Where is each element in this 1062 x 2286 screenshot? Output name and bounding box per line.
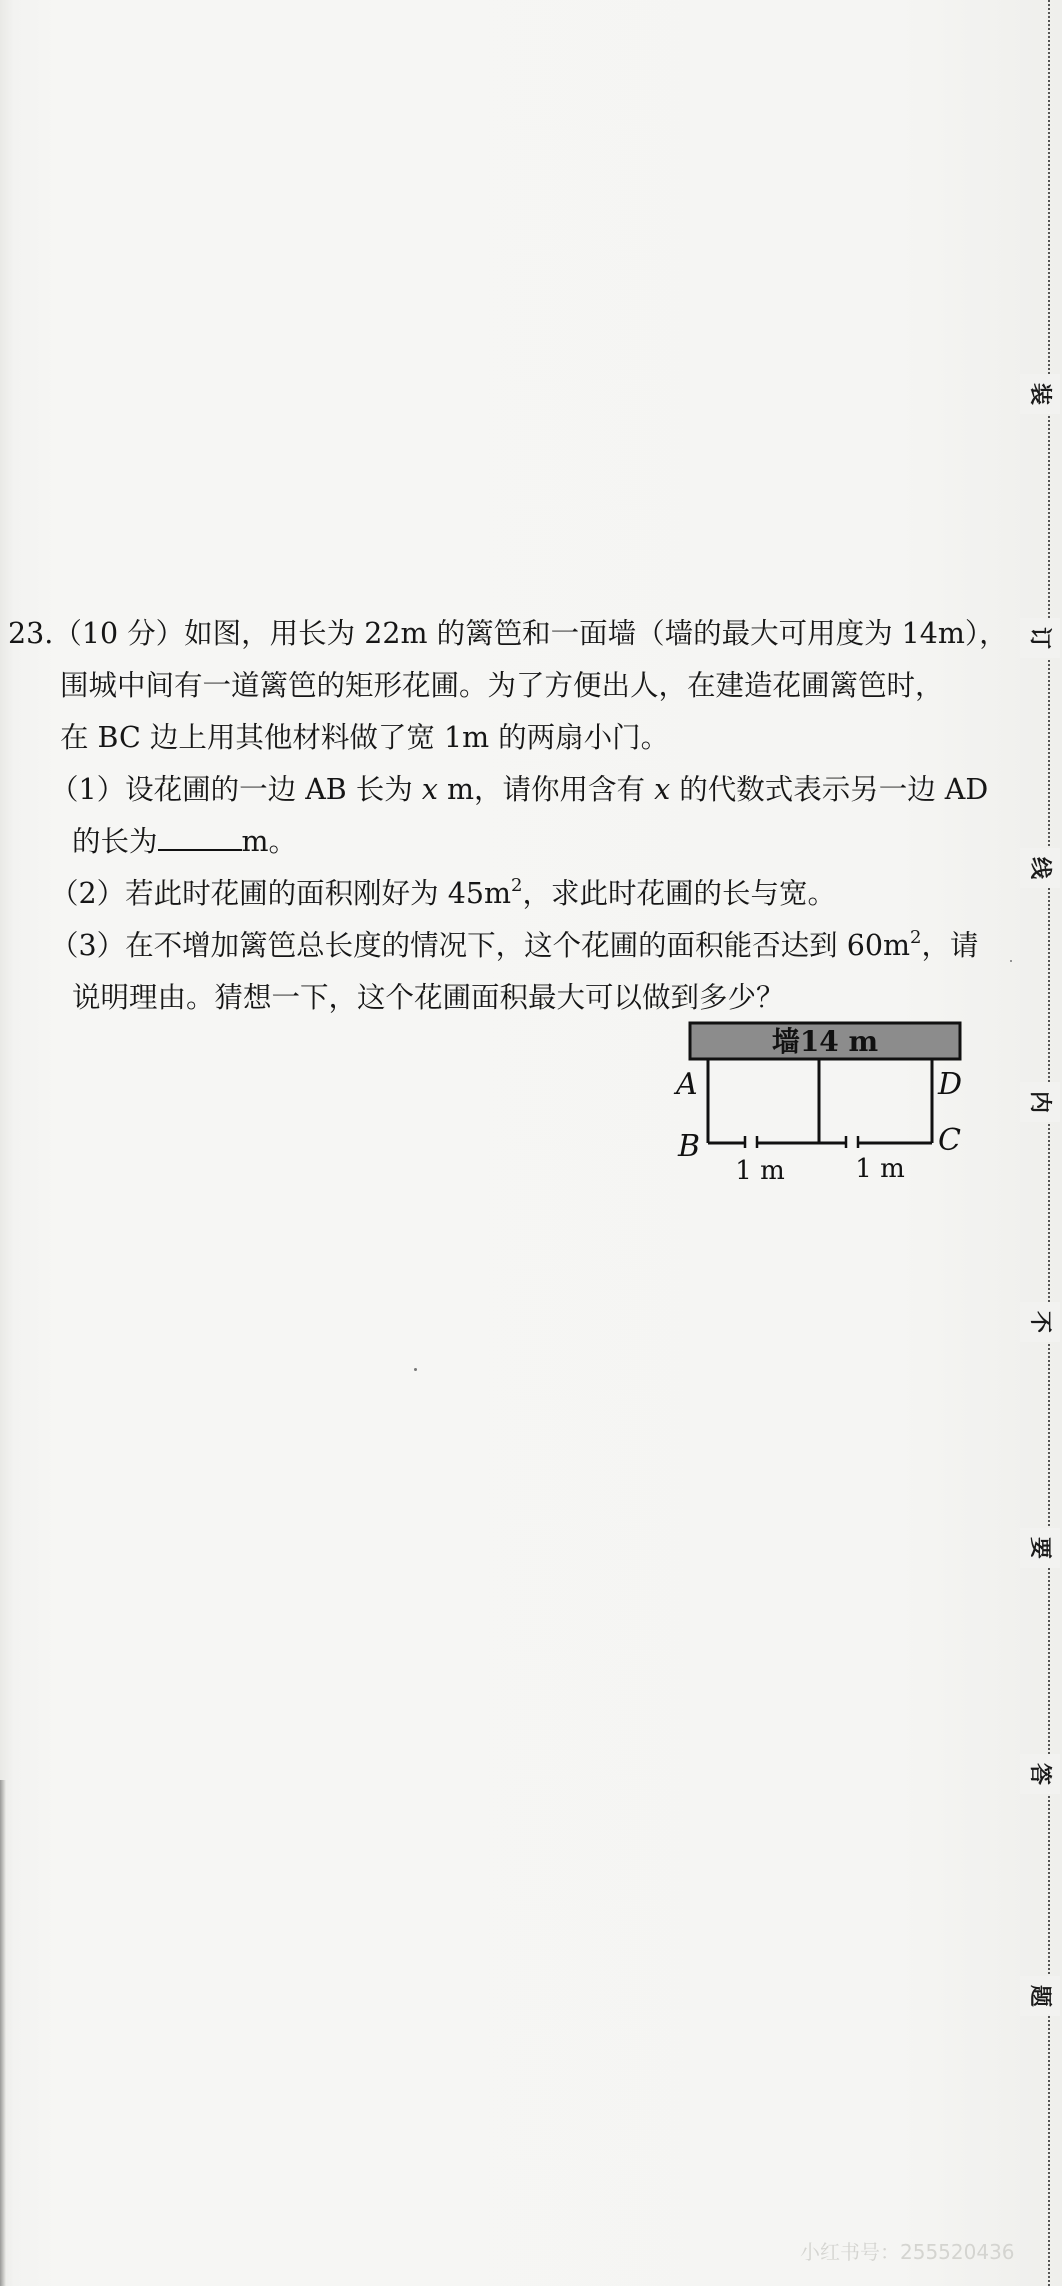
question-1-label: （1） [50, 773, 126, 806]
question-1-line-1 [8, 764, 1008, 816]
page-edge-shadow [0, 1780, 6, 2286]
superscript-2: 2 [910, 927, 922, 948]
question-3-text-b: ，请 [921, 929, 979, 962]
binding-char: 内 [1020, 1082, 1060, 1122]
question-2-text-b: ，求此时花圃的长与宽。 [522, 877, 836, 910]
binding-char: 装 [1020, 374, 1060, 414]
question-2-label: （2） [50, 877, 126, 910]
question-1-text-c: 的代数式表示另一边 AD [670, 773, 989, 806]
problem-intro-line-3: 在 BC 边上用其他材料做了宽 1m 的两扇小门。 [60, 721, 670, 754]
problem-score: （10 分） [53, 617, 185, 650]
point-a-label: A [676, 1067, 698, 1102]
binding-char: 线 [1020, 848, 1060, 888]
wall-label: 墙14 m [771, 1025, 879, 1058]
question-1-text-a: 设花圃的一边 AB 长为 [125, 773, 422, 806]
binding-char: 要 [1020, 1528, 1060, 1568]
point-c-label: C [938, 1123, 961, 1158]
question-3-text-a: 在不增加篱笆总长度的情况下，这个花圃的面积能否达到 60m [125, 929, 910, 962]
gate-left-label: 1 m [735, 1156, 785, 1186]
watermark: 小红书号：255520436 [800, 2240, 1015, 2264]
question-1-answer-suffix: m。 [241, 825, 298, 858]
answer-blank[interactable] [158, 825, 242, 851]
question-1-text-b: m，请你用含有 [437, 773, 655, 806]
paper-speck [1010, 960, 1012, 962]
garden-diagram-svg [672, 1020, 972, 1190]
binding-char: 题 [1020, 1976, 1060, 2016]
problem-23 [8, 608, 1008, 1024]
point-d-label: D [938, 1067, 963, 1102]
question-3-line-1 [8, 920, 1008, 972]
question-3-label: （3） [50, 929, 126, 962]
superscript-2: 2 [511, 875, 523, 896]
variable-x: x [654, 773, 671, 806]
question-2 [8, 868, 1008, 920]
binding-char: 订 [1020, 618, 1060, 658]
problem-intro-line-1 [8, 608, 1008, 660]
variable-x: x [421, 773, 438, 806]
garden-diagram [672, 1020, 972, 1190]
problem-intro-line-2: 围城中间有一道篱笆的矩形花圃。为了方便出人，在建造花圃篱笆时， [60, 669, 944, 702]
paper-speck [414, 1368, 417, 1371]
question-1-answer-prefix: 的长为 [72, 825, 158, 858]
gate-right-label: 1 m [855, 1154, 905, 1184]
problem-intro-text-1: 如图，用长为 22m 的篱笆和一面墙（墙的最大可用度为 14m）， [184, 617, 1008, 650]
problem-number: 23. [8, 617, 54, 650]
question-1-line-2 [8, 816, 1008, 868]
binding-line [1048, 0, 1050, 2286]
binding-char: 答 [1020, 1754, 1060, 1794]
binding-char: 不 [1020, 1302, 1060, 1342]
question-2-text-a: 若此时花圃的面积刚好为 45m [125, 877, 511, 910]
point-b-label: B [678, 1129, 701, 1164]
question-3-line-2: 说明理由。猜想一下，这个花圃面积最大可以做到多少？ [72, 981, 785, 1014]
